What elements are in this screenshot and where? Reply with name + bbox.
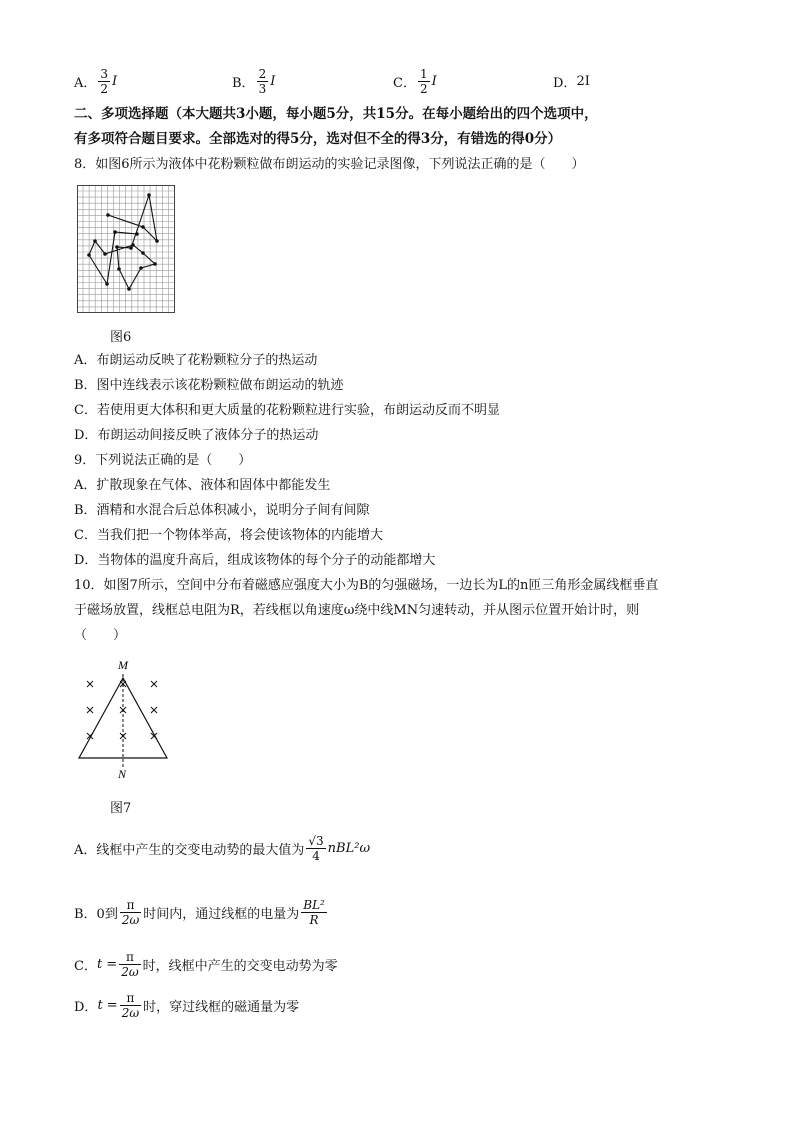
q7-option-c: C． $\frac{1}{2}$ I [393,66,437,96]
particle-position-dot [129,246,133,250]
q9-option-b: B．酒精和水混合后总体积减小，说明分子间有间隙 [74,503,370,518]
q8-option-d: D．布朗运动间接反映了液体分子的热运动 [74,428,319,443]
triangle-coil-figure [72,654,182,782]
q7-option-c-fraction: $\frac{1}{2}$ [419,66,428,96]
q10-stem-line1: 10．如图7所示，空间中分布着磁感应强度大小为B的匀强磁场，一边长为L的n匝三角形金属线框垂直 [74,578,659,593]
particle-position-dot [147,193,151,197]
figure7-caption: 图7 [110,801,132,816]
section2-header-line2: 有多项符合题目要求。全部选对的得5分，选对但不全的得3分，有错选的得0分） [74,131,562,147]
particle-position-dot [141,225,145,229]
q8-option-c: C．若使用更大体积和更大质量的花粉颗粒进行实验，布朗运动反而不明显 [74,403,500,418]
particle-position-dot [106,213,110,217]
particle-position-dot [115,245,119,249]
q10-option-a: A．线框中产生的交变电动势的最大值为 $\frac{√3}{4}$ nBL²ω [74,833,371,863]
q8-option-a: A．布朗运动反映了花粉颗粒分子的热运动 [74,353,318,368]
q10-option-b: B．0到 $\frac{\pi}{2\omega}$ 时间内，通过线框的电量为 $\frac{\text{BL²}}{R}$ [74,897,325,927]
particle-position-dot [117,267,121,271]
q7-option-d: D． 2I [553,73,590,91]
q9-option-a: A．扩散现象在气体、液体和固体中都能发生 [74,478,331,493]
q9-option-d: D．当物体的温度升高后，组成该物体的每个分子的动能都增大 [74,553,436,568]
particle-position-dot [105,282,109,286]
label-n: N [118,767,127,781]
q10-option-a-fraction: $\frac{√3}{4}$ [308,833,324,863]
particle-position-dot [87,253,91,257]
q10-option-c-fraction: $\frac{\pi}{2\omega}$ [121,949,139,979]
q7-option-b-fraction: $\frac{2}{3}$ [258,66,267,96]
q9-option-c: C．当我们把一个物体举高，将会使该物体的内能增大 [74,528,383,543]
particle-position-dot [113,230,117,234]
particle-position-dot [93,239,97,243]
particle-position-dot [155,239,159,243]
particle-position-dot [127,287,131,291]
q10-option-b-fraction2: $\frac{\text{BL²}}{R}$ [303,897,325,927]
particle-position-dot [153,262,157,266]
q10-option-d-fraction: $\frac{\pi}{2\omega}$ [121,990,140,1020]
particle-position-dot [139,266,143,270]
q7-option-b: B． $\frac{2}{3}$ I [232,66,276,96]
q8-stem: 8．如图6所示为液体中花粉颗粒做布朗运动的实验记录图像，下列说法正确的是（ ） [74,157,585,172]
q10-stem-line2: 于磁场放置，线框总电阻为R，若线框以角速度ω绕中线MN匀速转动，并从图示位置开始计时，则 [74,603,640,618]
section2-header-line1: 二、多项选择题（本大题共3小题，每小题5分，共15分。在每小题给出的四个选项中， [74,106,598,122]
q10-option-c: C． t = $\frac{\pi}{2\omega}$ 时，线框中产生的交变电动势为零 [74,949,338,979]
q7-option-a-fraction: $\frac{3}{2}$ [100,66,109,96]
q7-option-a: A． $\frac{3}{2}$ I [74,66,118,96]
label-m: M [118,658,128,672]
q10-option-d: D． t = $\frac{\pi}{2\omega}$ 时，穿过线框的磁通量为零 [74,990,300,1020]
figure6-caption: 图6 [110,330,132,345]
magnetic-field-marks [87,681,157,739]
q9-stem: 9．下列说法正确的是（ ） [74,453,252,468]
q8-option-b: B．图中连线表示该花粉颗粒做布朗运动的轨迹 [74,378,344,393]
q10-stem-line3: （ ） [74,628,127,643]
particle-position-dot [141,251,145,255]
q10-option-b-fraction1: $\frac{\pi}{2\omega}$ [121,897,140,927]
particle-position-dot [135,232,139,236]
particle-position-dot [131,243,135,247]
brownian-motion-figure [77,185,175,313]
particle-position-dot [103,252,107,256]
